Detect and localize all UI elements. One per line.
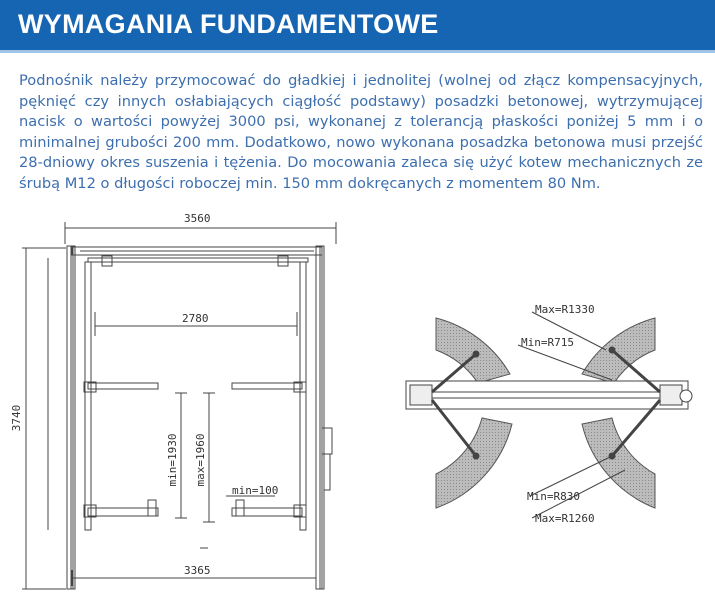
foundation-requirements-text [19, 71, 703, 195]
front-view-drawing [22, 222, 336, 589]
text-line: mechanicznych ze śrubą M12 o długości roboczej min. 150 mm dokręcanych z momentem [19, 154, 703, 192]
dim-max-1960: max=1960 [194, 433, 207, 487]
text-line: pęknięć czy innych osłabiających ciągłość podstawy) posadzki betonowej, wytrzymującej [19, 92, 703, 110]
text-line: nacisk o wartości powyżej 3000 psi, wykonanej z tolerancją płaskości poniżej 5 mm i o [19, 113, 703, 131]
text-line: 80 Nm. [547, 174, 601, 192]
header-bar [0, 0, 715, 50]
dim-2780: 2780 [182, 312, 209, 325]
sweep-area-bottom-right [582, 418, 655, 508]
technical-drawing [0, 205, 715, 596]
dim-min-r715: Min=R715 [521, 336, 574, 349]
dim-max-r1330: Max=R1330 [535, 303, 595, 316]
text-line: minimalnej grubości 200 mm. Dodatkowo, nowo wykonana posadzka betonowa musi [19, 133, 647, 151]
text-line: przejść 28-dniowy okres suszenia i tężenia. Do mocowania zaleca się użyć kotew [19, 133, 704, 172]
dim-3560: 3560 [184, 212, 211, 225]
dim-min-100: min=100 [232, 484, 279, 497]
dim-max-r1260: Max=R1260 [535, 512, 595, 525]
dim-3365: 3365 [184, 564, 211, 577]
sweep-area-bottom-left [436, 418, 512, 508]
page-title: WYMAGANIA FUNDAMENTOWE [18, 9, 439, 39]
header-underline [0, 50, 715, 53]
text-line: Podnośnik należy przymocować do gładkiej i jednolitej (wolnej od złącz kompensacyjnych, [19, 72, 703, 89]
dim-min-r830: Min=R830 [527, 490, 580, 503]
dim-min-1930: min=1930 [166, 433, 179, 487]
dim-3740: 3740 [10, 404, 23, 432]
sweep-area-top-left [436, 318, 510, 383]
